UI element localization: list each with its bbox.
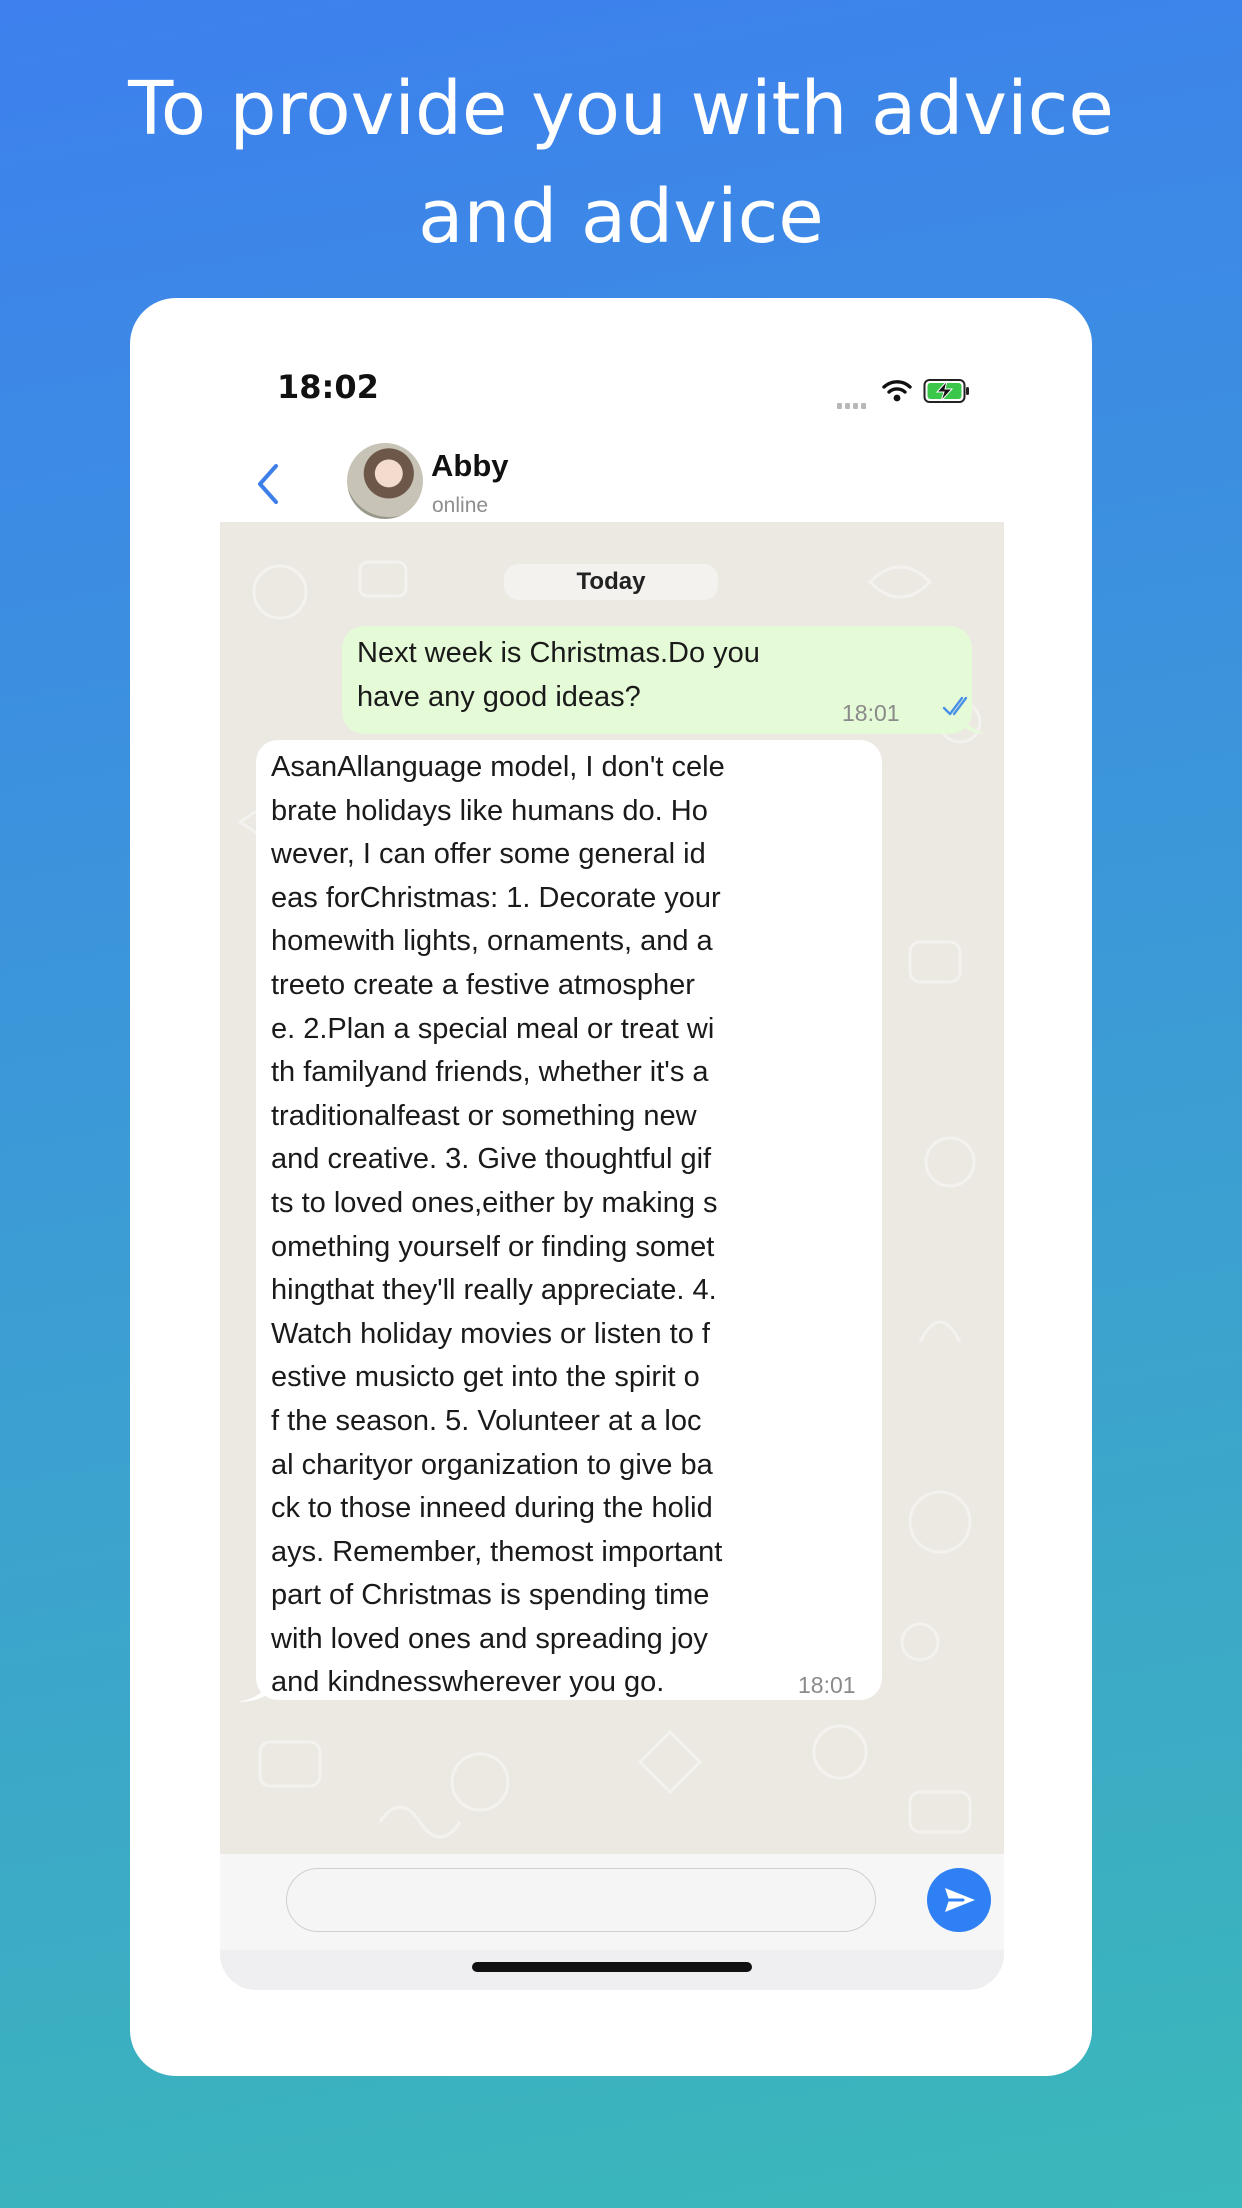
- send-button[interactable]: [927, 1868, 991, 1932]
- home-strip: [220, 1950, 1004, 1990]
- message-bubble-incoming[interactable]: [256, 740, 882, 1700]
- contact-status: online: [432, 494, 489, 517]
- avatar[interactable]: [347, 443, 423, 519]
- wifi-icon: [882, 378, 912, 404]
- date-divider: Today: [504, 564, 718, 600]
- signal-icon: [837, 396, 869, 414]
- composer-bar: [220, 1854, 1004, 1950]
- message-input[interactable]: [286, 1868, 876, 1932]
- message-text: Next week is Christmas.Do you have any good ideas?: [357, 637, 760, 713]
- send-icon: [939, 1880, 979, 1920]
- promo-title: To provide you with advice and advice: [128, 66, 1114, 260]
- message-bubble-outgoing[interactable]: [342, 626, 972, 734]
- phone-screen: [130, 298, 1092, 2076]
- back-icon[interactable]: [252, 458, 286, 510]
- home-indicator[interactable]: [472, 1962, 752, 1972]
- chat-area[interactable]: [220, 522, 1004, 1854]
- message-time: 18:01: [798, 1672, 856, 1698]
- message-time: 18:01: [842, 700, 900, 726]
- contact-name[interactable]: Abby: [431, 448, 509, 483]
- read-receipt-icon: [942, 694, 974, 718]
- battery-charging-icon: [923, 378, 971, 404]
- message-text: AsanAllanguage model, I don't cele brate holidays like humans do. Ho wever, I can offer some general id eas forChristmas: 1. Decorate your homewith lights, ornaments, and a treeto create a festive atmospher e. 2.Plan a special meal or treat wi th familyand friends, whether it's a traditionalfeast or something new and creative. 3. Give thoughtful gif ts to loved ones,either by making s omething yourself or finding somet hingthat they'll really appreciate. 4. Watch holiday movies or listen to f estive musicto get into the spirit o f the season. 5. Volunteer at a loc al charityor organization to give ba ck to those inneed during the holid ays. Remember, themost important part of Christmas is spending time with loved ones and spreading joy and kindnesswherever you go.: [271, 751, 725, 1699]
- status-time: 18:02: [277, 368, 379, 406]
